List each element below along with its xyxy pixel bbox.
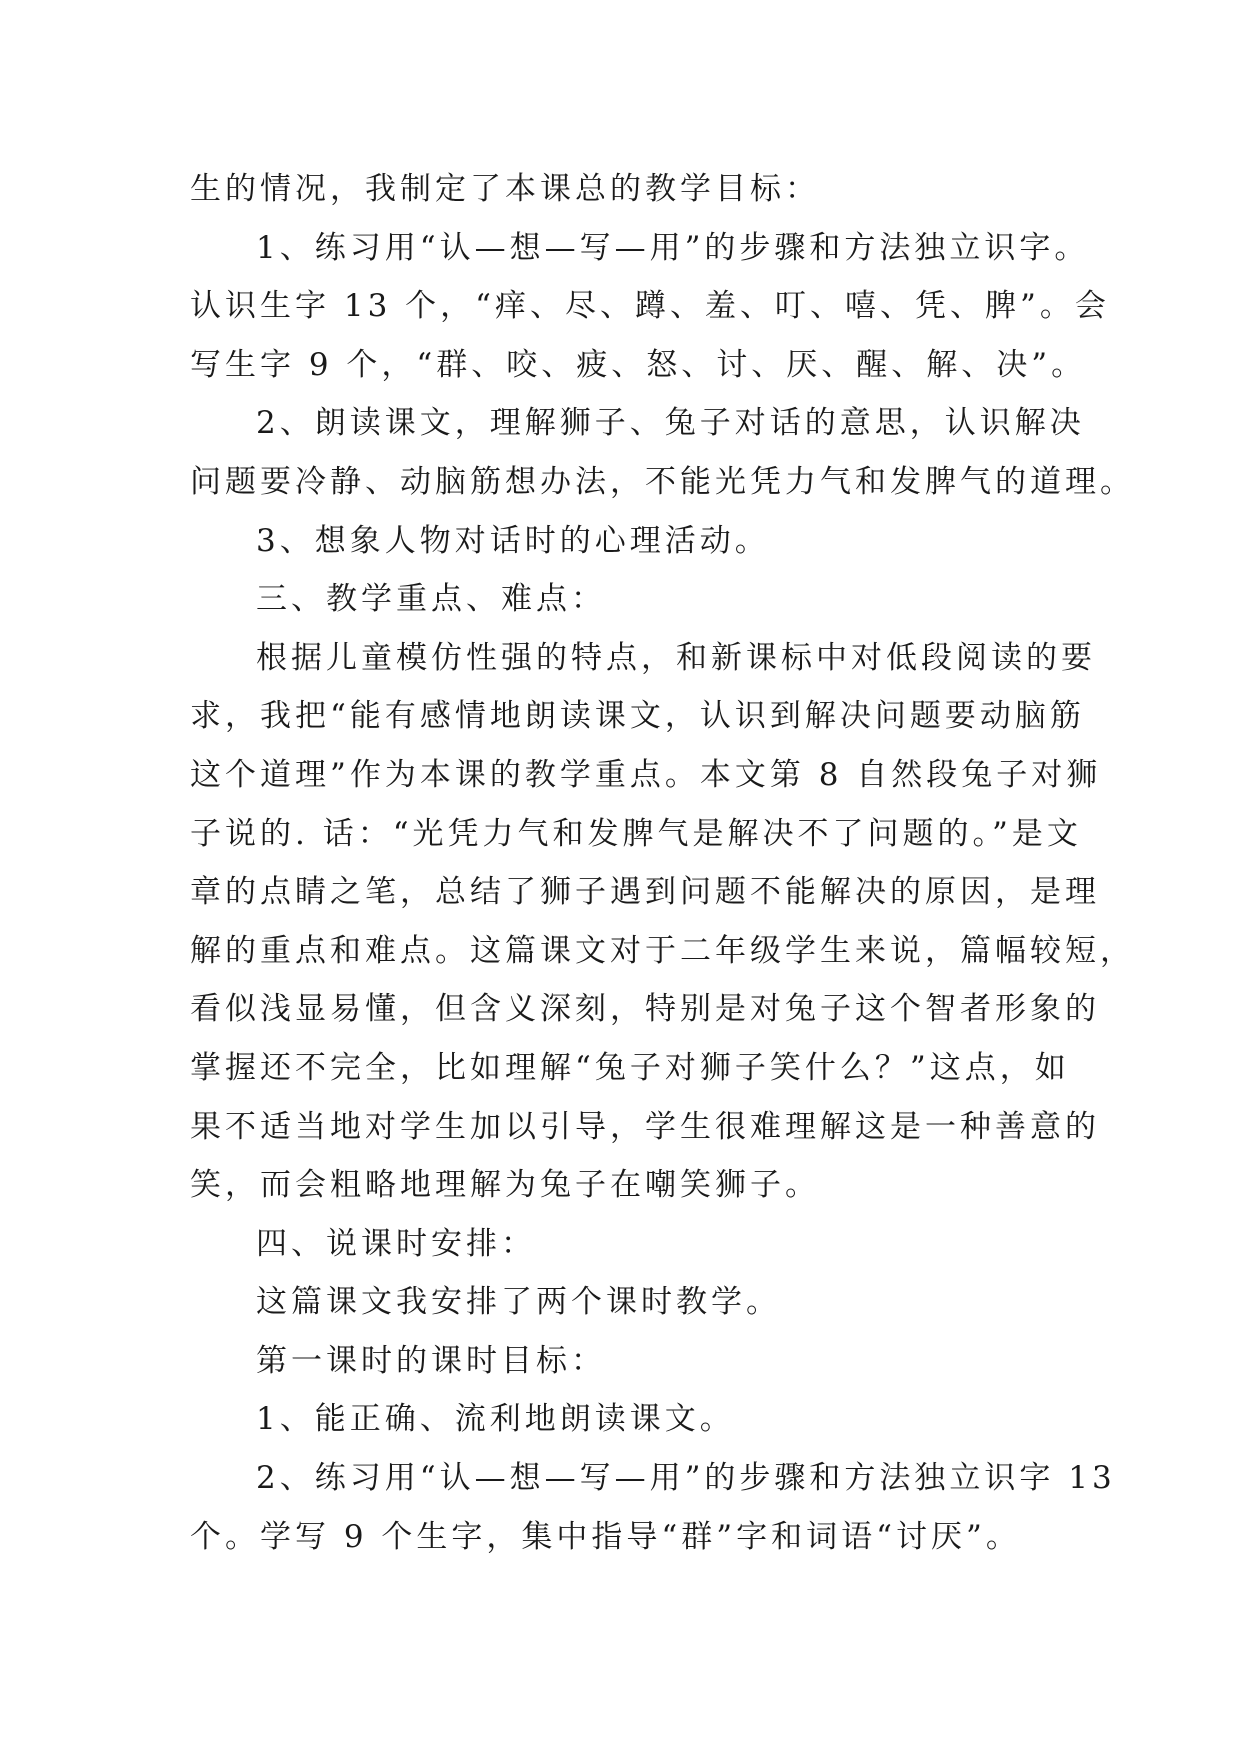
text-line: 1、练习用“认—想—写—用”的步骤和方法独立识字。 — [256, 229, 1090, 266]
text-line: 这篇课文我安排了两个课时教学。 — [256, 1284, 781, 1321]
text-line: 子说的. 话：“光凭力气和发脾气是解决不了问题的。”是文 — [190, 815, 1082, 852]
text-line: 认识生字 13 个，“痒、尽、蹲、羞、叮、嘻、凭、脾”。会 — [190, 288, 1110, 325]
text-line: 笑，而会粗略地理解为兔子在嘲笑狮子。 — [190, 1167, 820, 1204]
text-line: 1、能正确、流利地朗读课文。 — [256, 1401, 735, 1438]
text-line: 这个道理”作为本课的教学重点。本文第 8 自然段兔子对狮 — [190, 756, 1102, 793]
text-line: 生的情况，我制定了本课总的教学目标： — [190, 171, 820, 207]
text-line: 章的点睛之笔，总结了狮子遇到问题不能解决的原因，是理 — [190, 874, 1100, 911]
section-heading: 四、说课时安排： — [256, 1225, 536, 1262]
text-line: 掌握还不完全，比如理解“兔子对狮子笑什么？”这点，如 — [190, 1049, 1070, 1086]
text-line: 3、想象人物对话时的心理活动。 — [256, 522, 770, 559]
text-line: 果不适当地对学生加以引导，学生很难理解这是一种善意的 — [190, 1108, 1100, 1145]
text-line: 求，我把“能有感情地朗读课文，认识到解决问题要动脑筋 — [190, 698, 1085, 735]
text-line: 根据儿童模仿性强的特点，和新课标中对低段阅读的要 — [256, 639, 1096, 676]
section-heading: 三、教学重点、难点： — [256, 581, 606, 618]
document-body — [190, 160, 1135, 1566]
subsection-heading: 第一课时的课时目标： — [256, 1342, 606, 1379]
text-line: 问题要冷静、动脑筋想办法，不能光凭力气和发脾气的道理。 — [190, 463, 1135, 500]
text-line: 2、朗读课文，理解狮子、兔子对话的意思，认识解决 — [256, 405, 1085, 442]
text-line: 写生字 9 个，“群、咬、疲、怒、讨、厌、醒、解、决”。 — [190, 346, 1087, 383]
text-line: 2、练习用“认—想—写—用”的步骤和方法独立识字 13 — [256, 1460, 1116, 1497]
text-line: 看似浅显易懂，但含义深刻，特别是对兔子这个智者形象的 — [190, 991, 1100, 1028]
text-line: 个。学写 9 个生字，集中指导“群”字和词语“讨厌”。 — [190, 1518, 1021, 1555]
text-line: 解的重点和难点。这篇课文对于二年级学生来说，篇幅较短， — [190, 932, 1135, 969]
